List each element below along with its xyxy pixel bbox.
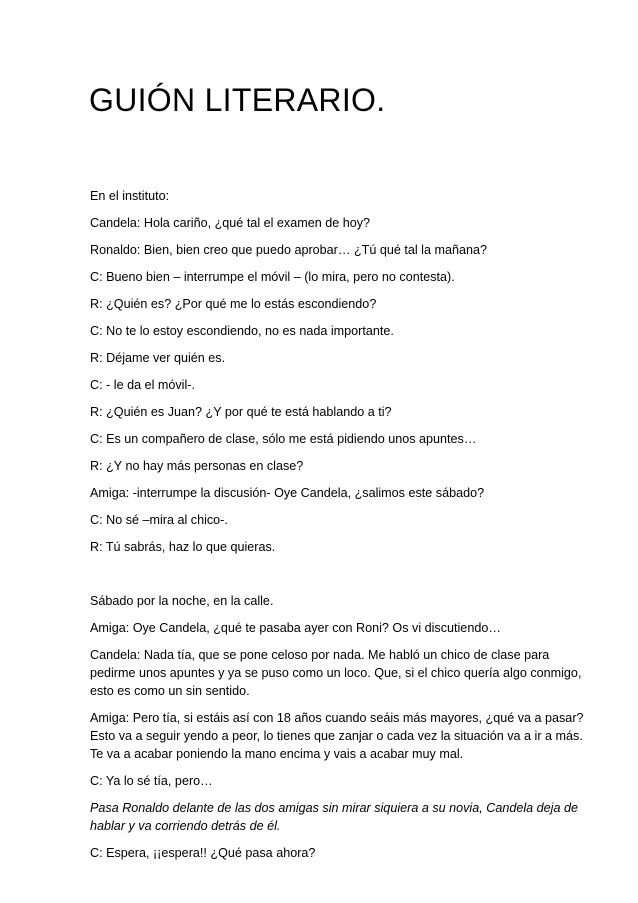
dialogue-paragraph xyxy=(90,484,560,502)
text-line: R: Déjame ver quién es. xyxy=(90,351,226,365)
dialogue-paragraph xyxy=(90,457,560,475)
dialogue-paragraph xyxy=(90,295,560,313)
dialogue-paragraph xyxy=(90,430,560,448)
text-line: Te va a acabar poniendo la mano encima y vais a acabar muy mal. xyxy=(90,747,464,761)
text-line: C: Es un compañero de clase, sólo me está pidiendo unos apuntes… xyxy=(90,432,477,446)
text-line: Pasa Ronaldo delante de las dos amigas sin mirar siquiera a su novia, Candela deja de xyxy=(90,801,578,815)
text-line: R: ¿Y no hay más personas en clase? xyxy=(90,459,304,473)
dialogue-paragraph xyxy=(90,592,560,610)
document-title: GUIÓN LITERARIO. xyxy=(89,82,386,118)
script-body xyxy=(90,187,584,871)
dialogue-paragraph xyxy=(90,565,560,583)
text-line: R: ¿Quién es Juan? ¿Y por qué te está hablando a ti? xyxy=(90,405,392,419)
text-line: esto es como un sin sentido. xyxy=(90,684,250,698)
text-line: C: Ya lo sé tía, pero… xyxy=(90,774,213,788)
text-line: R: Tú sabrás, haz lo que quieras. xyxy=(90,540,276,554)
text-line: Amiga: Pero tía, si estáis así con 18 años cuando seáis más mayores, ¿qué va a pasar? xyxy=(90,711,584,725)
text-line: Amiga: -interrumpe la discusión- Oye Candela, ¿salimos este sábado? xyxy=(90,486,485,500)
text-line: Candela: Hola cariño, ¿qué tal el examen de hoy? xyxy=(90,216,371,230)
text-line: C: Espera, ¡¡espera!! ¿Qué pasa ahora? xyxy=(90,846,316,860)
dialogue-paragraph xyxy=(90,322,560,340)
text-line: R: ¿Quién es? ¿Por qué me lo estás escondiendo? xyxy=(90,297,377,311)
dialogue-paragraph xyxy=(90,844,560,862)
dialogue-paragraph xyxy=(90,214,560,232)
text-line: Esto va a seguir yendo a peor, lo tienes que zanjar o cada vez la situación va a ir a más. xyxy=(90,729,583,743)
dialogue-paragraph xyxy=(90,403,560,421)
text-line: Ronaldo: Bien, bien creo que puedo aprobar… ¿Tú qué tal la mañana? xyxy=(90,243,487,257)
dialogue-paragraph xyxy=(90,646,582,700)
dialogue-paragraph xyxy=(90,376,560,394)
text-line: C: No sé –mira al chico-. xyxy=(90,513,228,527)
dialogue-paragraph xyxy=(90,187,560,205)
text-line: pedirme unos apuntes y ya se puso como un loco. Que, si el chico quería algo conmigo, xyxy=(90,666,582,680)
text-line: C: Bueno bien – interrumpe el móvil – (lo mira, pero no contesta). xyxy=(90,270,455,284)
dialogue-paragraph xyxy=(90,619,560,637)
text-line: Candela: Nada tía, que se pone celoso por nada. Me habló un chico de clase para xyxy=(90,648,550,662)
dialogue-paragraph xyxy=(90,538,560,556)
stage-direction xyxy=(90,799,578,835)
text-line: C: - le da el móvil-. xyxy=(90,378,195,392)
dialogue-paragraph xyxy=(90,349,560,367)
dialogue-paragraph xyxy=(90,241,560,259)
text-line: Sábado por la noche, en la calle. xyxy=(90,594,274,608)
dialogue-paragraph xyxy=(90,511,560,529)
text-line: hablar y va corriendo detrás de él. xyxy=(90,819,281,833)
dialogue-paragraph xyxy=(90,709,584,763)
text-line: En el instituto: xyxy=(90,189,170,203)
dialogue-paragraph xyxy=(90,772,560,790)
text-line: C: No te lo estoy escondiendo, no es nada importante. xyxy=(90,324,394,338)
dialogue-paragraph xyxy=(90,268,560,286)
text-line: Amiga: Oye Candela, ¿qué te pasaba ayer con Roni? Os vi discutiendo… xyxy=(90,621,501,635)
